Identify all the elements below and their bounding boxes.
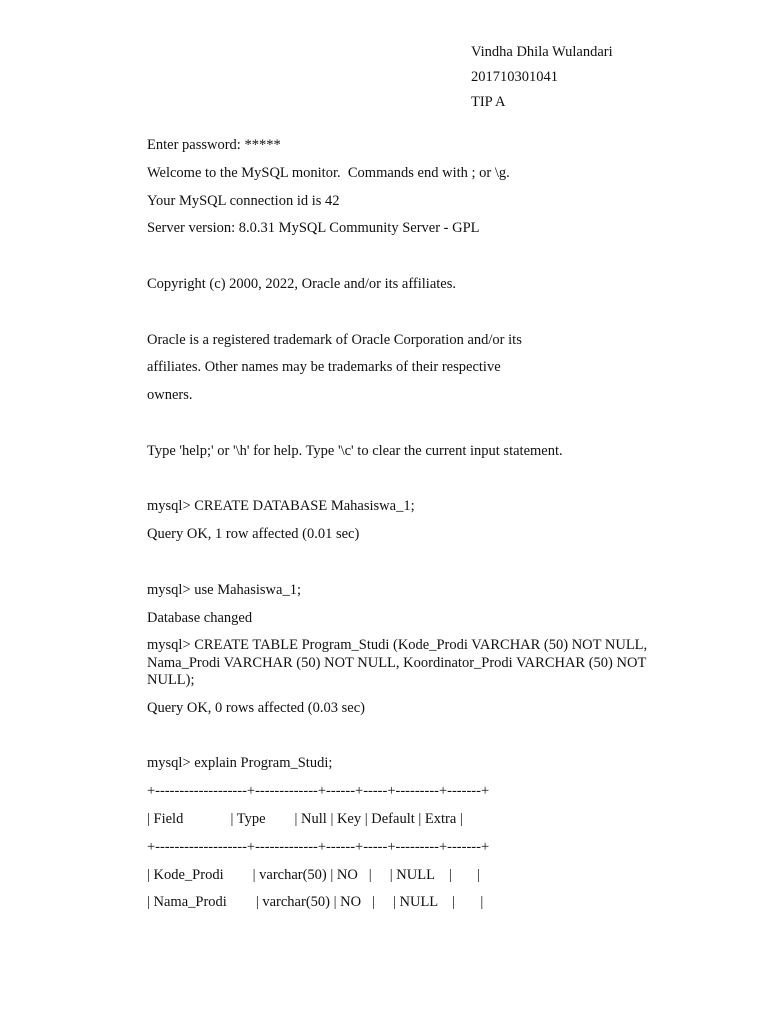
- explain-command: mysql> explain Program_Studi;: [147, 755, 333, 772]
- blank-line: [147, 723, 667, 751]
- blank-line: [147, 410, 667, 438]
- blank-line: [147, 299, 667, 327]
- trademark-line-2: affiliates. Other names may be trademarks of their respective: [147, 359, 501, 376]
- use-database-result: Database changed: [147, 609, 253, 626]
- server-version-line: Server version: 8.0.31 MySQL Community Server - GPL: [147, 220, 480, 237]
- create-database-command: mysql> CREATE DATABASE Mahasiswa_1;: [147, 498, 415, 515]
- mysql-session-transcript: [147, 132, 667, 917]
- author-block: [471, 40, 613, 115]
- trademark-line-3: owners.: [147, 387, 193, 404]
- explain-table-header: | Field | Type | Null | Key | Default | Extra |: [147, 811, 463, 828]
- class-label: TIP A: [471, 94, 506, 110]
- copyright-line: Copyright (c) 2000, 2022, Oracle and/or its affiliates.: [147, 275, 456, 292]
- trademark-line-1: Oracle is a registered trademark of Oracle Corporation and/or its: [147, 331, 522, 348]
- blank-line: [147, 243, 667, 271]
- help-line: Type 'help;' or '\h' for help. Type '\c' to clear the current input statement.: [147, 442, 563, 459]
- student-id: 201710301041: [471, 69, 558, 85]
- create-table-result: Query OK, 0 rows affected (0.03 sec): [147, 699, 365, 716]
- explain-table-row: | Nama_Prodi | varchar(50) | NO | | NULL | |: [147, 894, 484, 911]
- blank-line: [147, 549, 667, 577]
- explain-table-row: | Kode_Prodi | varchar(50) | NO | | NULL | |: [147, 866, 481, 883]
- welcome-line: Welcome to the MySQL monitor. Commands end with ; or \g.: [147, 164, 510, 181]
- blank-line: [147, 466, 667, 494]
- author-name: Vindha Dhila Wulandari: [471, 44, 613, 60]
- password-line: Enter password: *****: [147, 137, 281, 153]
- connection-line: Your MySQL connection id is 42: [147, 192, 340, 209]
- use-database-command: mysql> use Mahasiswa_1;: [147, 581, 301, 598]
- explain-table-border-top: +-------------------+-------------+------+-----+---------+-------+: [147, 783, 490, 800]
- create-table-command: mysql> CREATE TABLE Program_Studi (Kode_Prodi VARCHAR (50) NOT NULL, Nama_Prodi VARCHAR (50) NOT NULL, Koordinator_Prodi VARCHAR (50) NOT NULL);: [147, 637, 648, 689]
- create-database-result: Query OK, 1 row affected (0.01 sec): [147, 526, 360, 543]
- explain-table-border-mid: +-------------------+-------------+------+-----+---------+-------+: [147, 838, 490, 855]
